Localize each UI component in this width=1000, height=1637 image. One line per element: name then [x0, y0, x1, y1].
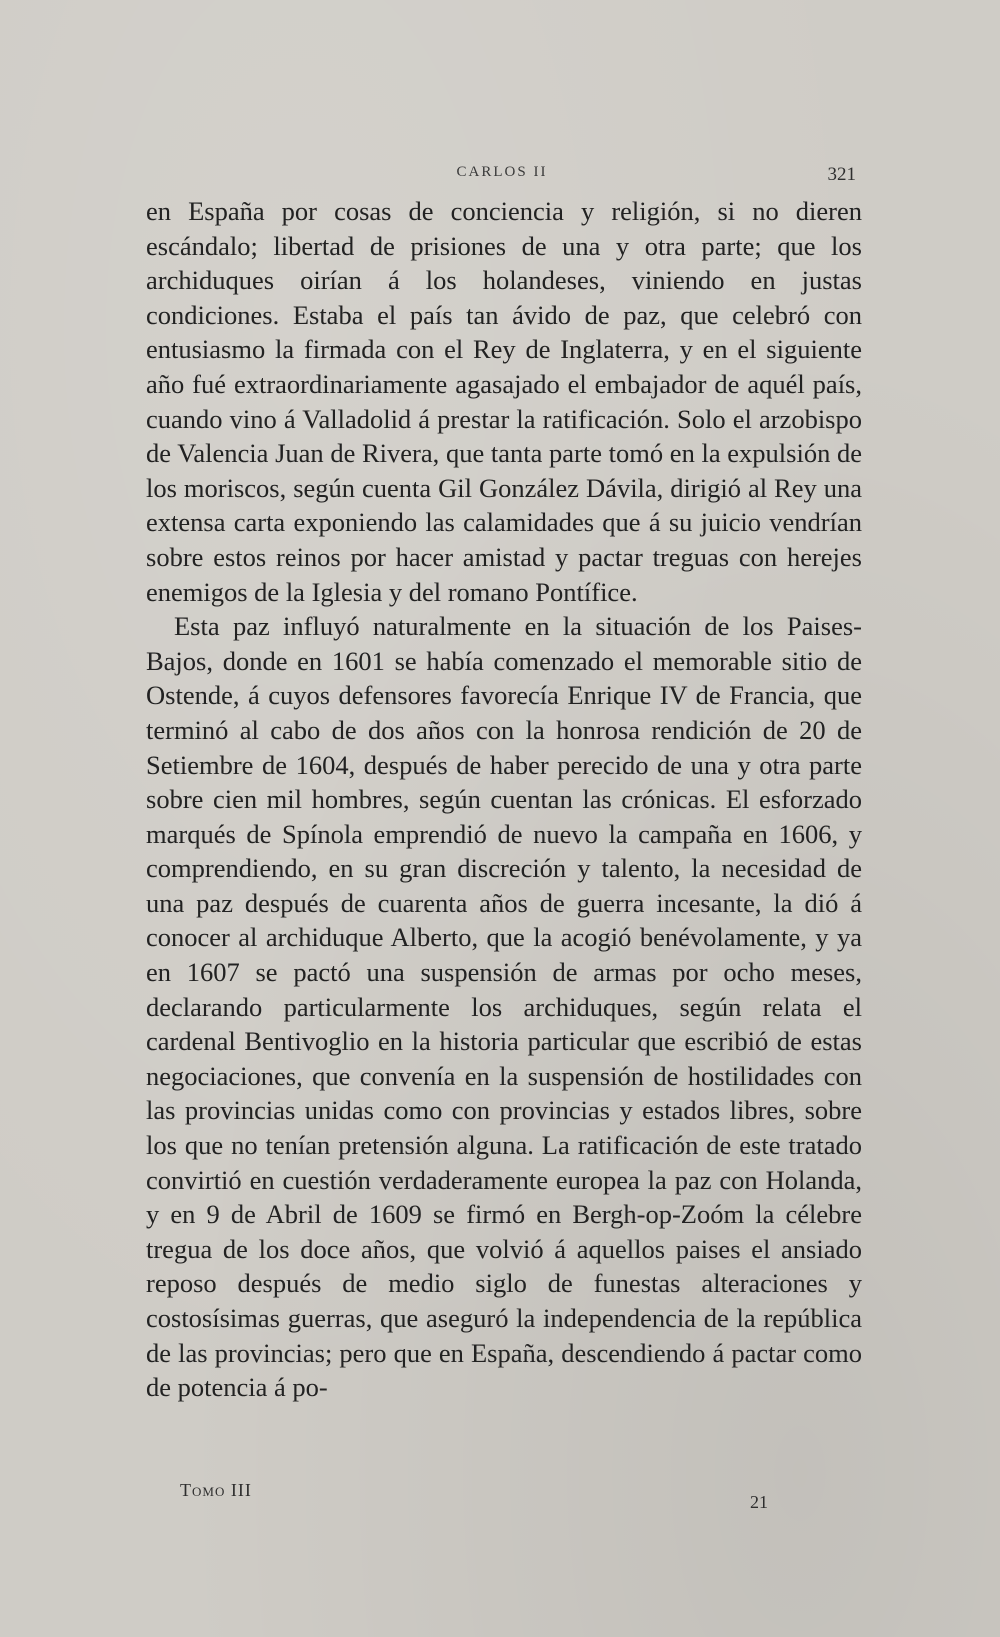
paragraph-2: Esta paz influyó naturalmente en la situación de los Paises-Bajos, donde en 1601 se había comenzado el memorable sitio de Ostende, á cuyos defensores favorecía Enrique IV de Francia, que terminó al cabo de dos años con la honrosa rendición de 20 de Setiembre de 1604, después de haber perecido de una y otra parte sobre cien mil hombres, según cuentan las crónicas. El esforzado marqués de Spínola emprendió de nuevo la campaña en 1606, y comprendiendo, en su gran discreción y talento, la necesidad de una paz después de cuarenta años de guerra incesante, la dió á conocer al archiduque Alberto, que la acogió benévolamente, y ya en 1607 se pactó una suspensión de armas por ocho meses, declarando particularmente los archiduques, según relata el cardenal Bentivoglio en la historia particular que escribió de estas negociaciones, que convenía en la suspensión de hostilidades con las provincias unidas como con provincias y estados libres, sobre los que no tenían pretensión alguna. La ratificación de este tratado convirtió en cuestión verdaderamente europea la paz con Holanda, y en 9 de Abril de 1609 se firmó en Bergh-op-Zoóm la célebre tregua de los doce años, que volvió á aquellos paises el ansiado reposo después de medio siglo de funestas alteraciones y costosísimas guerras, que aseguró la independencia de la república de las provincias; pero que en España, descendiendo á pactar como de potencia á po-	[146, 611, 862, 1403]
page-number: 321	[827, 164, 856, 185]
running-head: CARLOS II	[456, 164, 548, 180]
page-footer	[180, 1480, 780, 1520]
body-text	[146, 194, 862, 1474]
page-header	[148, 164, 856, 194]
signature-mark: 21	[750, 1492, 768, 1512]
paragraph-1: en España por cosas de conciencia y religión, si no dieren escándalo; libertad de prisiones de una y otra parte; que los archiduques oirían á los holandeses, viniendo en justas condiciones. Estaba el país tan ávido de paz, que celebró con entusiasmo la firmada con el Rey de Inglaterra, y en el siguiente año fué extraordinariamente agasajado el embajador de aquél país, cuando vino á Valladolid á prestar la ratificación. Solo el arzobispo de Valencia Juan de Rivera, que tanta parte tomó en la expulsión de los moriscos, según cuenta Gil González Dávila, dirigió al Rey una extensa carta exponiendo las calamidades que á su juicio vendrían sobre estos reinos por hacer amistad y pactar treguas con herejes enemigos de la Iglesia y del romano Pontífice.	[146, 196, 862, 607]
volume-label: Tomo III	[180, 1480, 252, 1500]
